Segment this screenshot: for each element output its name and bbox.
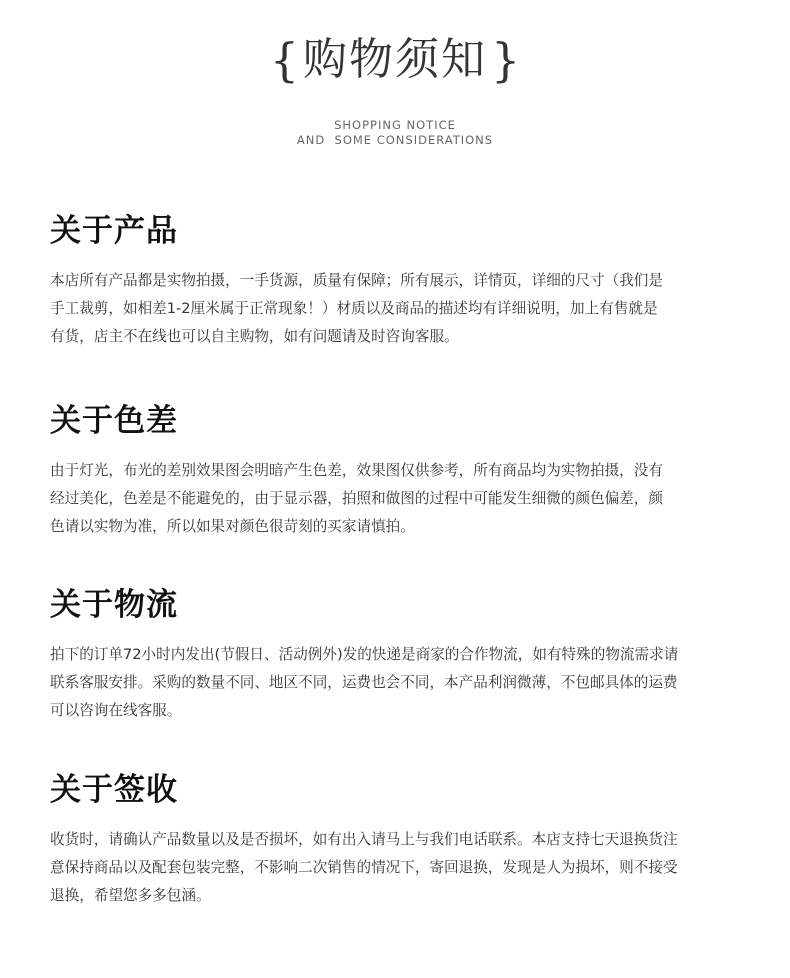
paragraph-line: 退换，希望您多多包涵。 <box>50 887 211 904</box>
section-about-receipt <box>50 770 750 910</box>
section-about-color <box>50 401 750 541</box>
page-title <box>0 30 790 90</box>
english-subtitle <box>0 118 790 148</box>
section-about-product <box>50 211 750 351</box>
paragraph-line: 有货，店主不在线也可以自主购物，如有问题请及时咨询客服。 <box>50 328 459 345</box>
paragraph-line: 由于灯光，布光的差别效果图会明暗产生色差，效果图仅供参考，所有商品均为实物拍摄，没有 <box>50 462 663 479</box>
section-about-logistics <box>50 585 750 725</box>
paragraph-line: 联系客服安排。采购的数量不同、地区不同，运费也会不同，本产品利润微薄，不包邮具体的运费 <box>50 674 678 691</box>
section-title: 关于产品 <box>50 213 178 249</box>
section-paragraph <box>50 826 750 910</box>
notice-header <box>0 30 790 148</box>
paragraph-line: 色请以实物为准，所以如果对颜色很苛刻的买家请慎拍。 <box>50 518 415 535</box>
paragraph-line: 经过美化，色差是不能避免的，由于显示器，拍照和做图的过程中可能发生细微的颜色偏差，颜 <box>50 490 663 507</box>
section-title: 关于物流 <box>50 587 178 623</box>
section-paragraph <box>50 267 750 351</box>
english-subtitle-line-1: SHOPPING NOTICE <box>334 118 456 132</box>
section-title: 关于签收 <box>50 772 178 808</box>
paragraph-line: 拍下的订单72小时内发出(节假日、活动例外)发的快递是商家的合作物流，如有特殊的物流需求请 <box>50 646 679 663</box>
left-brace: { <box>269 33 299 87</box>
paragraph-line: 手工裁剪，如相差1-2厘米属于正常现象！）材质以及商品的描述均有详细说明，加上有售就是 <box>50 300 658 317</box>
right-brace: } <box>491 33 521 87</box>
section-paragraph <box>50 457 750 541</box>
section-paragraph <box>50 641 750 725</box>
paragraph-line: 本店所有产品都是实物拍摄，一手货源，质量有保障；所有展示，详情页，详细的尺寸（我们是 <box>50 272 663 289</box>
section-title: 关于色差 <box>50 403 178 439</box>
paragraph-line: 收货时，请确认产品数量以及是否损坏，如有出入请马上与我们电话联系。本店支持七天退换货注 <box>50 831 678 848</box>
page-title-text: 购物须知 <box>303 34 487 85</box>
english-subtitle-line-2: AND SOME CONSIDERATIONS <box>296 133 494 147</box>
paragraph-line: 意保持商品以及配套包装完整，不影响二次销售的情况下，寄回退换，发现是人为损坏，则不接受 <box>50 859 678 876</box>
paragraph-line: 可以咨询在线客服。 <box>50 702 182 719</box>
